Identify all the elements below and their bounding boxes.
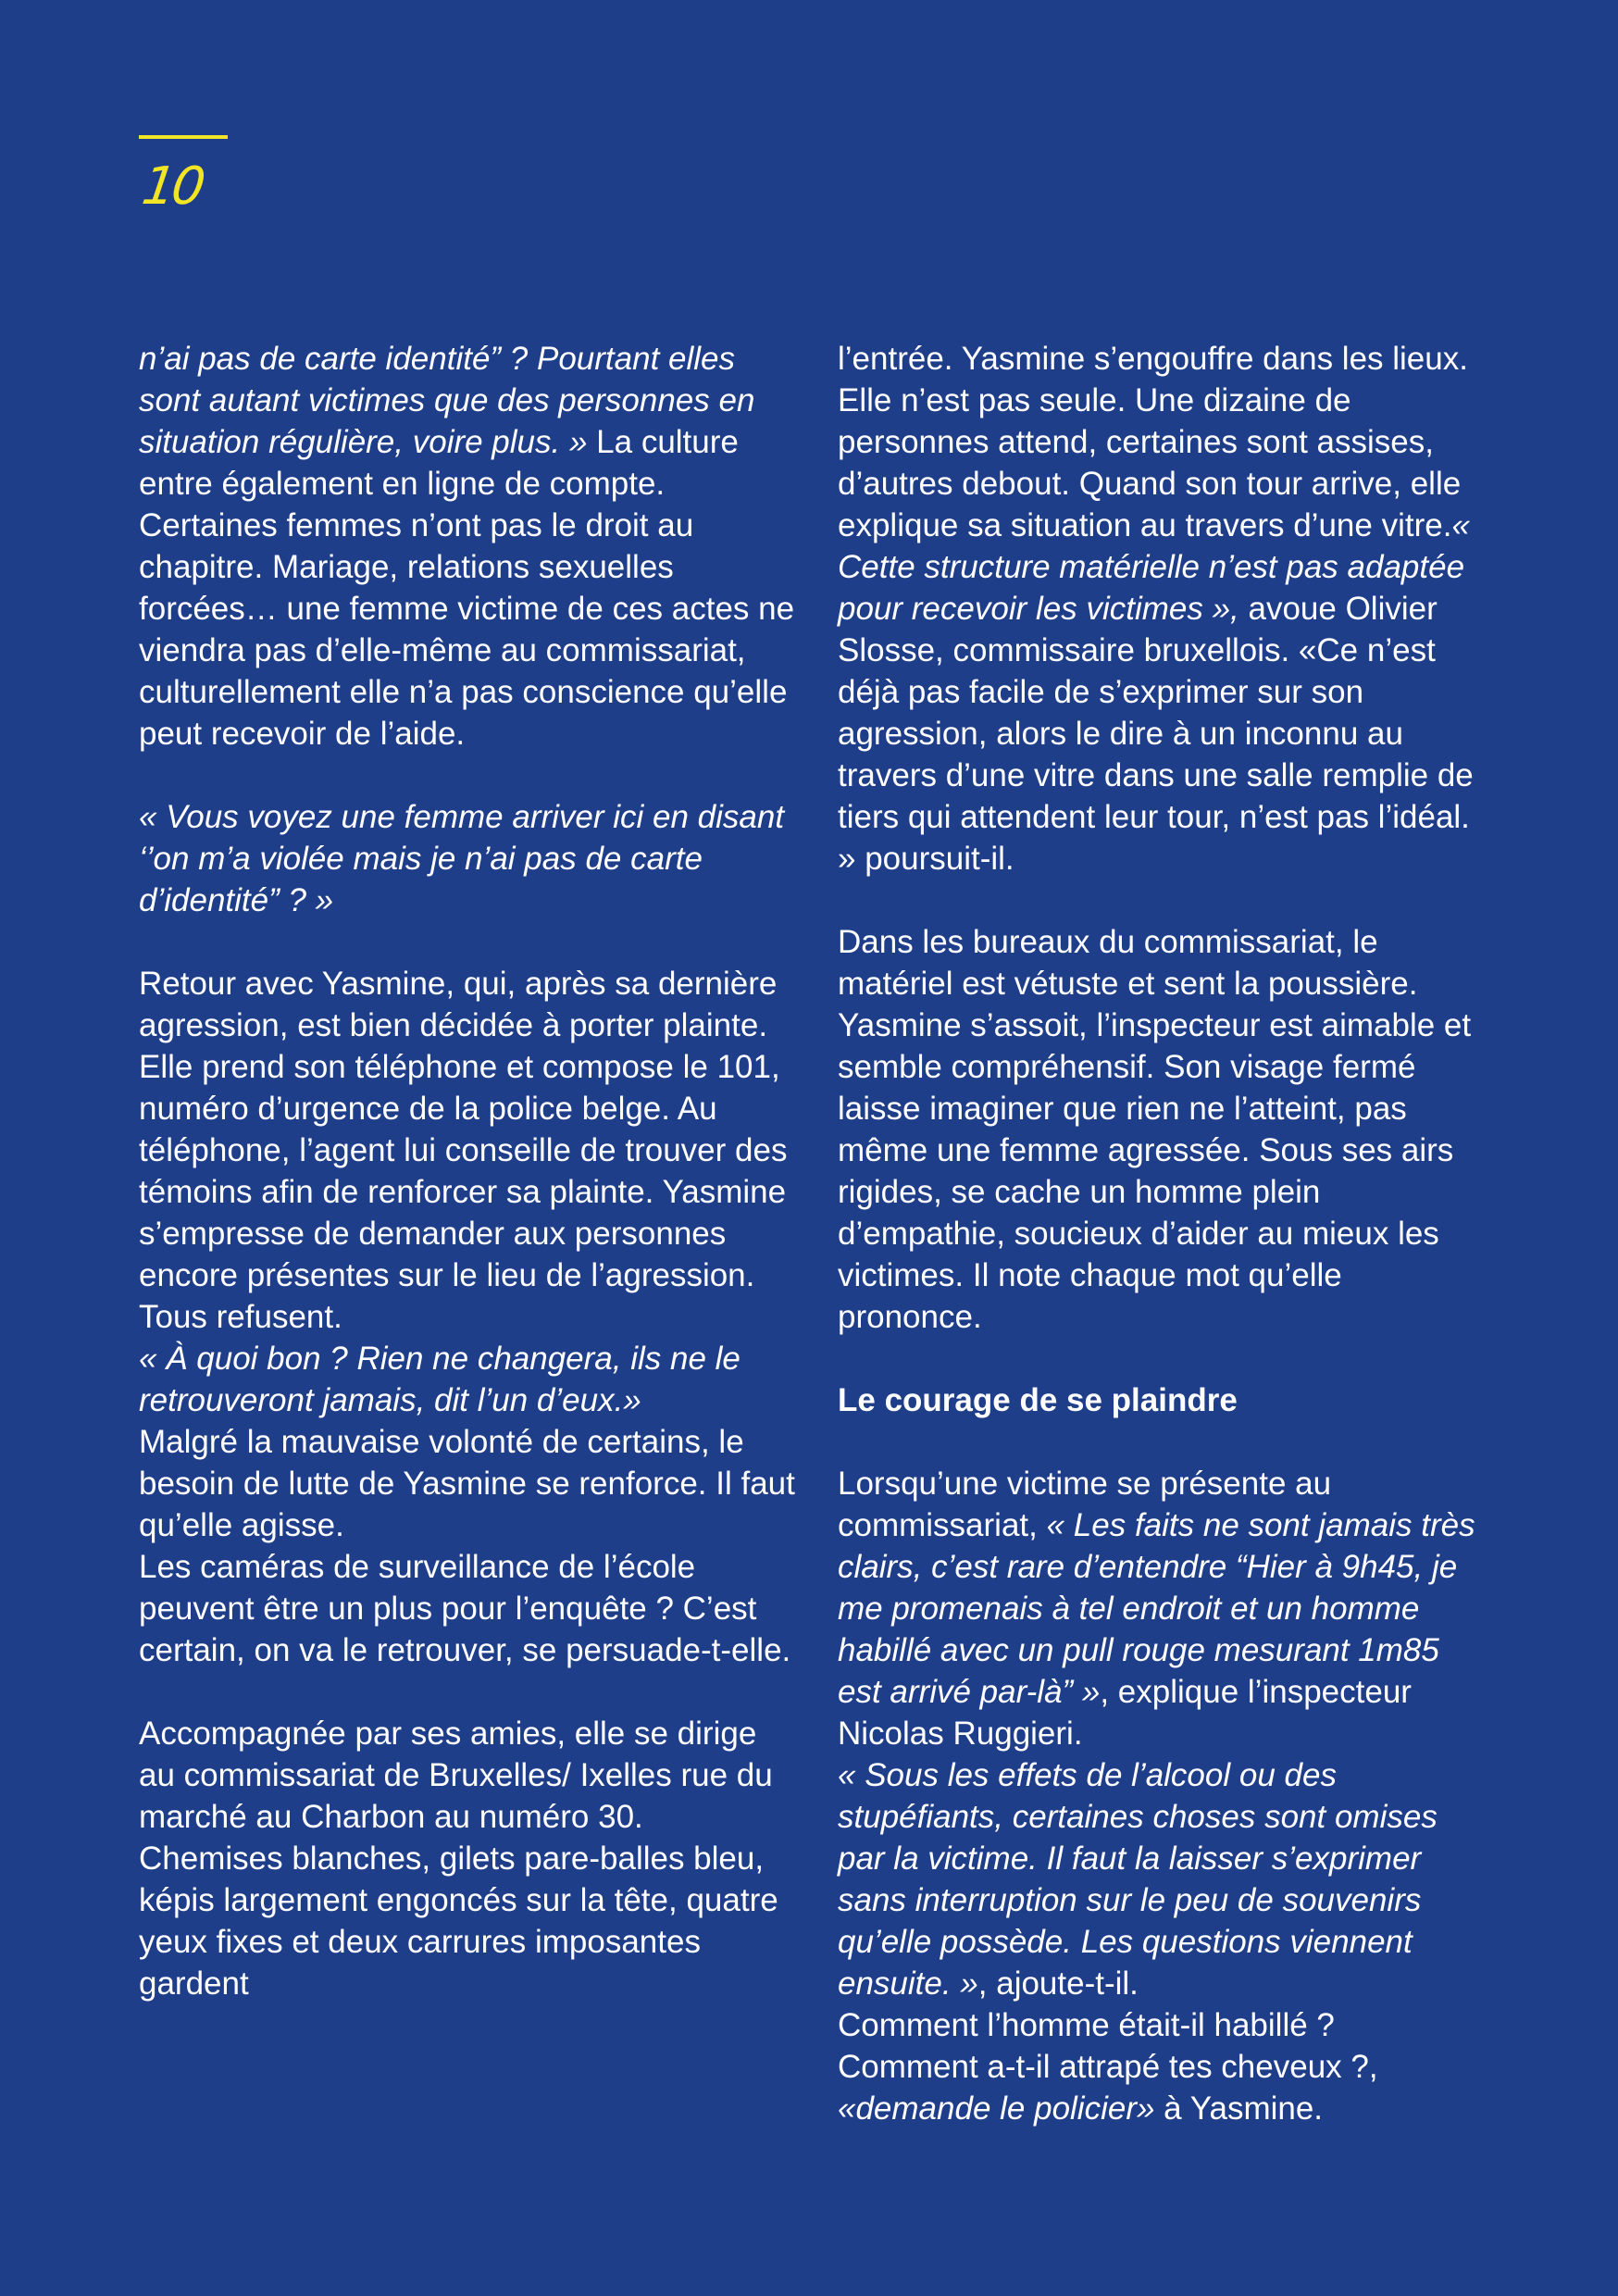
body-text: avoue Olivier Slosse, commissaire bruxellois. «Ce n’est déjà pas facile de s’exprimer sur son agression, alors le dire à un inconnu au travers d’une vitre dans une salle remplie de tiers qui attendent leur tour, n’est pas l’idéal. » poursuit-il. <box>838 591 1474 877</box>
body-text: l’entrée. Yasmine s’engouffre dans les lieux. Elle n’est pas seule. Une dizaine de personnes attend, certaines sont assises, d’autres debout. Quand son tour arrive, elle explique sa situation au travers d’une vitre. <box>838 341 1468 543</box>
body-text: , ajoute-t-il. <box>977 1965 1139 2002</box>
section-heading <box>838 1379 1486 1421</box>
quote-text: « Cette structure matérielle n’est pas adaptée pour recevoir les victimes », <box>838 507 1470 627</box>
paragraph: Accompagnée par ses amies, elle se dirige au commissariat de Bruxelles/ Ixelles rue du marché au Charbon au numéro 30. Chemises blanches, gilets pare-balles bleu, képis largement engoncés sur la tête, quatre yeux fixes et deux carrures imposantes gardent <box>139 1716 778 2002</box>
paragraph: Malgré la mauvaise volonté de certains, le besoin de lutte de Yasmine se renforce. Il faut qu’elle agisse. <box>139 1424 795 1543</box>
pull-quote <box>139 796 796 921</box>
quote-text: « Sous les effets de l’alcool ou des stupéfiants, certaines choses sont omises par la victime. Il faut la laisser s’exprimer sans interruption sur le peu de souvenirs qu’elle possède. Les questions viennent ensuite. » <box>838 1757 1438 2002</box>
paragraph: Comment l’homme était-il habillé ? <box>838 2007 1335 2043</box>
body-text: Comment a-t-il attrapé tes cheveux ?, <box>838 2049 1378 2085</box>
body-text: Lorsqu’une victime se présente au commissariat, <box>838 1466 1332 1543</box>
pull-quote <box>139 1338 796 1421</box>
quote-text: « Les faits ne sont jamais très clairs, c’est rare d’entendre “Hier à 9h45, je me promenais à tel endroit et un homme habillé avec un pull rouge mesurant 1m85 est arrivé par-là” » <box>838 1507 1475 1710</box>
page-number: 10 <box>138 156 205 217</box>
body-text: , explique l’inspecteur Nicolas Ruggieri. <box>838 1674 1412 1752</box>
paragraph: Dans les bureaux du commissariat, le matériel est vétuste et sent la poussière. Yasmine s’assoit, l’inspecteur est aimable et semble compréhensif. Son visage fermé laisse imaginer que rien ne l’atteint, pas même une femme agressée. Sous ses airs rigides, se cache un homme plein d’empathie, soucieux d’aider au mieux les victimes. Il note chaque mot qu’elle prononce. <box>838 924 1472 1335</box>
right-column <box>838 338 1486 2129</box>
page-number-rule <box>139 135 228 139</box>
body-text: La culture entre également en ligne de compte. Certaines femmes n’ont pas le droit au chapitre. Mariage, relations sexuelles forcées… une femme victime de ces actes ne viendra pas d’elle-même au commissariat, culturellement elle n’a pas conscience qu’elle peut recevoir de l’aide. <box>139 424 795 752</box>
quote-text: «demande le policier» <box>838 2090 1155 2127</box>
quote-text: n’ai pas de carte identité” ? Pourtant elles sont autant victimes que des personnes en situation régulière, voire plus. » <box>139 341 755 460</box>
quote-text: « À quoi bon ? Rien ne changera, ils ne le retrouveront jamais, dit l’un d’eux.» <box>139 1341 741 1418</box>
paragraph <box>838 2046 1486 2129</box>
paragraph: Les caméras de surveillance de l’école peuvent être un plus pour l’enquête ? C’est certain, on va le retrouver, se persuade-t-elle. <box>139 1549 791 1668</box>
paragraph <box>838 1463 1486 1754</box>
left-column <box>139 338 796 2004</box>
heading-text: Le courage de se plaindre <box>838 1382 1238 1418</box>
paragraph <box>838 338 1486 880</box>
paragraph <box>838 1754 1486 2004</box>
quote-text: « Vous voyez une femme arriver ici en disant ‘’on m’a violée mais je n’ai pas de carte d’identité” ? » <box>139 799 785 918</box>
paragraph: Retour avec Yasmine, qui, après sa dernière agression, est bien décidée à porter plainte. Elle prend son téléphone et compose le 101, numéro d’urgence de la police belge. Au téléphone, l’agent lui conseille de trouver des témoins afin de renforcer sa plainte. Yasmine s’empresse de demander aux personnes encore présentes sur le lieu de l’agression. Tous refusent. <box>139 966 788 1335</box>
paragraph <box>139 338 796 755</box>
body-text: à Yasmine. <box>1154 2090 1324 2127</box>
